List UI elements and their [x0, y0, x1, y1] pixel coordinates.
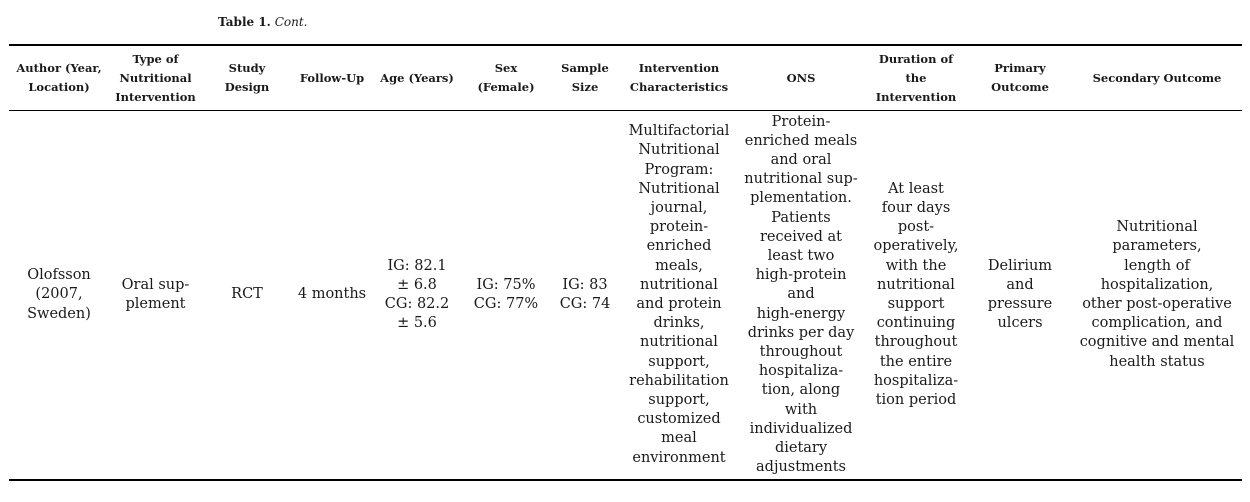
table-cont: Cont.	[274, 15, 308, 29]
cell-sex: IG: 75% CG: 77%	[473, 276, 539, 312]
header-age: Age (Years)	[380, 70, 454, 85]
cell-author: Olofsson (2007, Sweden)	[27, 267, 91, 322]
cell-ons: Protein- enriched meals and oral nutritional sup- plementation. Patients received at least two high-protein and high-energy drinks per day throughout hospitaliza- tion, along with individualized dietary adjustments	[744, 113, 858, 476]
cell-type: Oral sup- plement	[121, 276, 190, 312]
header-type: Type of Nutritional Intervention	[115, 51, 196, 104]
header-duration: Duration of the Intervention	[875, 51, 957, 104]
header-author: Author (Year, Location)	[16, 61, 102, 94]
header-sample-size: Sample Size	[561, 61, 609, 94]
cell-primary-outcome: Delirium and pressure ulcers	[987, 257, 1053, 332]
header-primary-outcome: Primary Outcome	[991, 61, 1049, 94]
table-caption	[218, 15, 307, 29]
header-follow-up: Follow-Up	[299, 70, 365, 85]
header-secondary-outcome: Secondary Outcome	[1092, 70, 1222, 85]
cell-study-design: RCT	[231, 286, 263, 303]
header-sex: Sex (Female)	[477, 61, 535, 94]
header-intervention-characteristics: Intervention Characteristics	[629, 61, 729, 94]
cell-follow-up: 4 months	[297, 286, 367, 303]
cell-secondary-outcome: Nutritional parameters, length of hospitalization, other post-operative complication, and cognitive and mental health status	[1079, 219, 1235, 370]
cell-sample-size: IG: 83 CG: 74	[559, 276, 611, 312]
header-ons: ONS	[786, 70, 816, 85]
table-label: Table 1.	[218, 15, 271, 29]
bottom-rule	[9, 479, 1242, 481]
cell-duration: At least four days post- operatively, with the nutritional support continuing throughout the entire hospitaliza- tion period	[873, 180, 959, 409]
cell-age: IG: 82.1 ± 6.8 CG: 82.2 ± 5.6	[384, 257, 450, 332]
cell-intervention-characteristics: Multifactorial Nutritional Program: Nutritional journal, protein- enriched meals, nutritional and protein drinks, nutritional support, rehabilitation support, customized meal environment	[628, 123, 730, 466]
header-study-design: Study Design	[224, 61, 270, 94]
